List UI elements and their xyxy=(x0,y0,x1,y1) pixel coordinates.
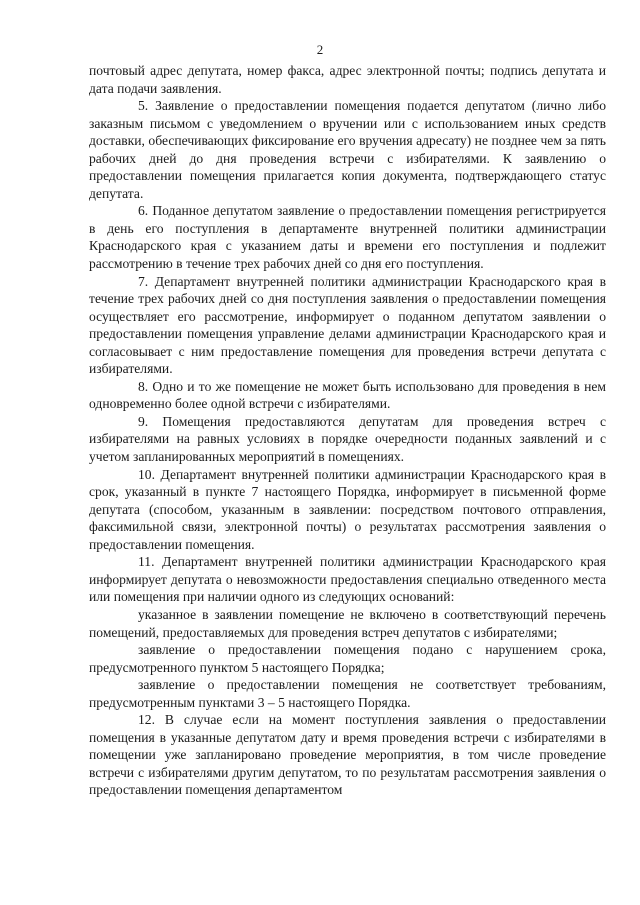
paragraph-item-10: 10. Департамент внутренней политики администрации Краснодарского края в срок, указанный в пункте 7 настоящего Порядка, информирует в письменной форме депутата (способом, указанным в заявлении: посредством почтового отправления, факсимильной связи, электронной почты) о результатах рассмотрения заявления о предоставлении помещения. xyxy=(89,466,606,552)
paragraph-item-7: 7. Департамент внутренней политики администрации Краснодарского края в течение трех рабочих дней со дня поступления заявления о предоставлении помещения осуществляет его рассмотрение, информирует о поданном депутатом заявлении о предоставлении помещения управление делами администрации Краснодарского края и согласовывает с ним предоставление помещения для проведения встречи депутата с избирателями. xyxy=(89,273,606,377)
paragraph-item-8: 8. Одно и то же помещение не может быть использовано для проведения в нем одновременно более одной встречи с избирателями. xyxy=(89,378,606,412)
paragraph-ground-3: заявление о предоставлении помещения не соответствует требованиям, предусмотренным пунктами 3 – 5 настоящего Порядка. xyxy=(89,677,606,710)
paragraph-item-6: 6. Поданное депутатом заявление о предоставлении помещения регистрируется в день его поступления в департаменте внутренней политики администрации Краснодарского края с указанием даты и времени его поступления и подлежит рассмотрению в течение трех рабочих дней со дня его поступления. xyxy=(89,203,606,272)
paragraph-item-11: 11. Департамент внутренней политики администрации Краснодарского края информирует депутата о невозможности предоставления специально отведенного места или помещения при наличии одного из следующих оснований: xyxy=(89,554,606,605)
paragraph-ground-2: заявление о предоставлении помещения подано с нарушением срока, предусмотренного пунктом 5 настоящего Порядка; xyxy=(89,642,606,675)
paragraph-continuation: почтовый адрес депутата, номер факса, адрес электронной почты; подпись депутата и дата подачи заявления. xyxy=(89,63,606,96)
paragraph-item-5: 5. Заявление о предоставлении помещения подается депутатом (лично либо заказным письмом с уведомлением о вручении или с использованием иных средств доставки, обеспечивающих фиксирование его вручения адресату) не позднее чем за пять рабочих дней до дня проведения встречи с избирателями. К заявлению о предоставлении помещения прилагается копия документа, подтверждающего статус депутата. xyxy=(89,98,606,201)
paragraph-item-9: 9. Помещения предоставляются депутатам для проведения встреч с избирателями на равных условиях в порядке очередности поданных заявлений и с учетом запланированных мероприятий в помещениях. xyxy=(89,413,606,465)
document-body xyxy=(89,62,606,799)
page-number: 2 xyxy=(316,42,324,57)
paragraph-item-12: 12. В случае если на момент поступления заявления о предоставлении помещения в указанные депутатом дату и время проведения встречи с избирателями в помещении уже запланировано проведение мероприятия, в том числе проведение встречи с избирателями другим депутатом, то по результатам рассмотрения заявления о предоставлении помещения департаментом xyxy=(89,712,606,798)
paragraph-ground-1: указанное в заявлении помещение не включено в соответствующий перечень помещений, предоставляемых для проведения встреч депутатов с избирателями; xyxy=(89,606,606,640)
